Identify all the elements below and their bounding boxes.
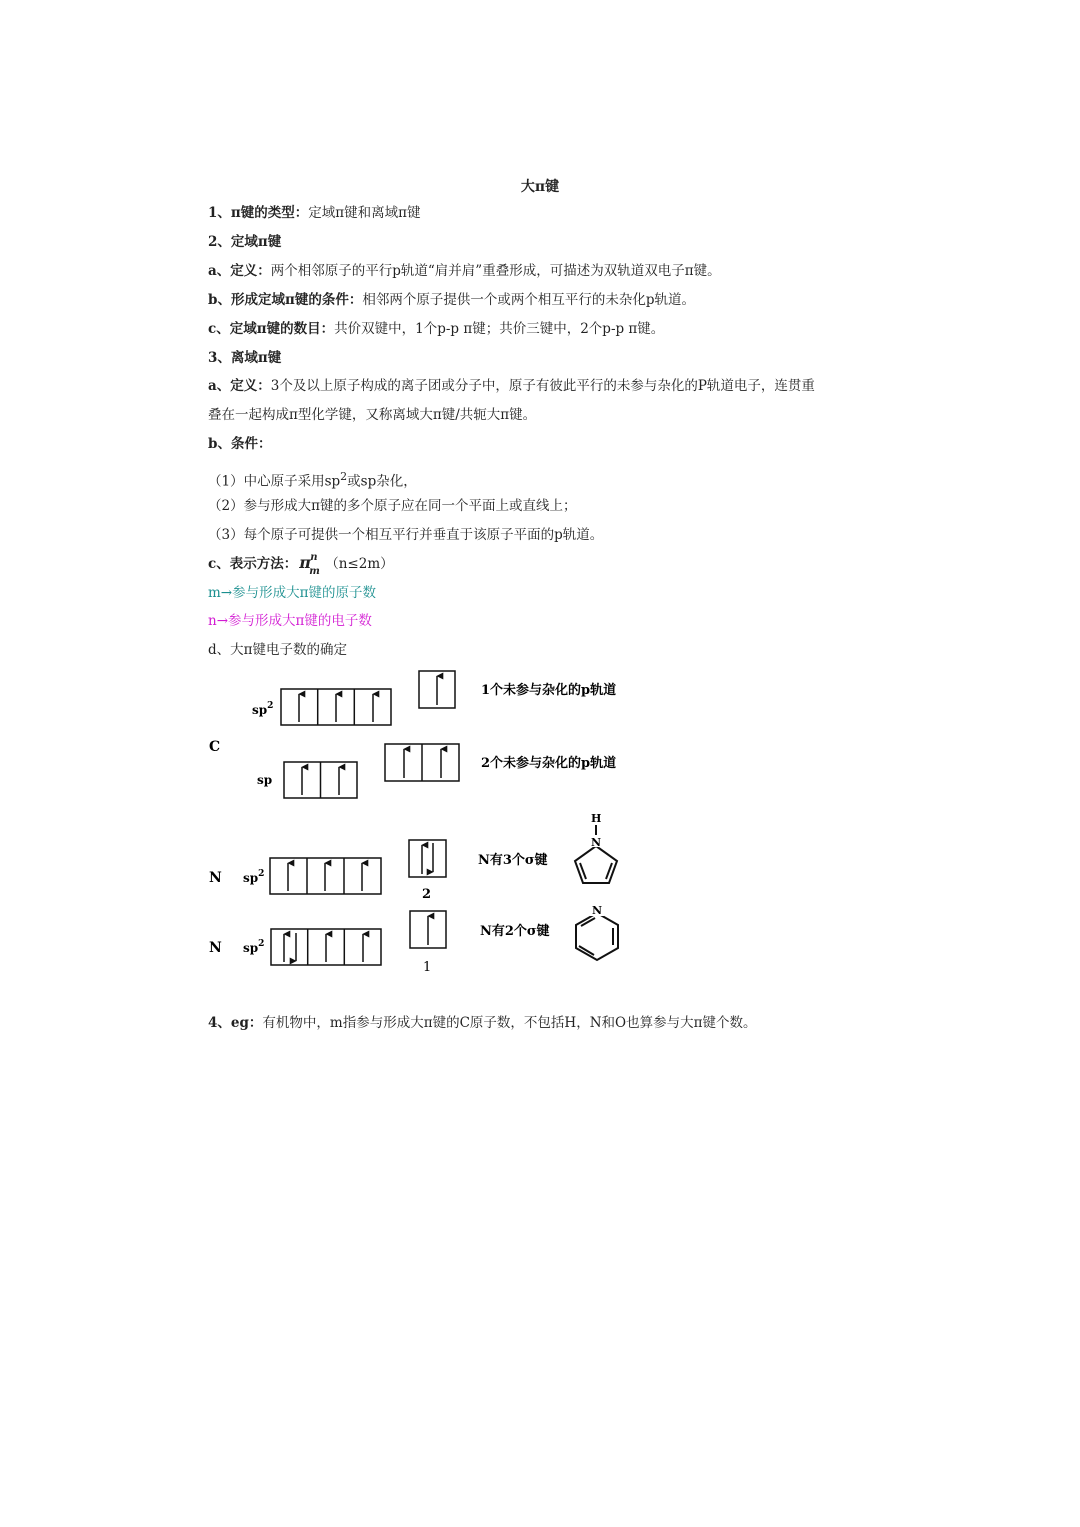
pyrrole-structure <box>575 825 617 883</box>
pyridine-nitrogen: N <box>592 904 603 917</box>
c-sp-label: sp <box>257 773 273 787</box>
c-two-p-orbital-boxes <box>385 744 459 781</box>
n-two-sigma-bonds: N有2个σ键 <box>480 924 550 939</box>
pi-symbol: π <box>299 553 311 572</box>
section-3a-text-1: 3个及以上原子构成的离子团或分子中，原子有彼此平行的未参与杂化的P轨道电子，连贯重 <box>270 378 815 394</box>
section-2b-text: 相邻两个原子提供一个或两个相互平行的未杂化p轨道。 <box>362 292 695 308</box>
section-4-text: 有机物中，m指参与形成大π键的C原子数，不包括H，N和O也算参与大π键个数。 <box>262 1015 757 1031</box>
section-2a-label: a、定义： <box>208 263 271 279</box>
n-note: n→参与形成大π键的电子数 <box>208 613 372 629</box>
section-3c-label: c、表示方法： <box>208 556 298 572</box>
section-3d: d、大π键电子数的确定 <box>208 642 348 658</box>
section-2c-text: 共价双键中，1个p-p π键；共价三键中，2个p-p π键。 <box>334 321 665 337</box>
pi-superscript: n <box>310 552 318 563</box>
pyridine-structure <box>576 913 618 960</box>
section-2b-label: b、形成定域π键的条件： <box>208 292 363 308</box>
n1-sp2-electron-arrows <box>288 863 362 891</box>
c-unhybridized-p-box <box>419 671 455 708</box>
m-note: m→参与形成大π键的原子数 <box>208 585 376 601</box>
nitrogen-label-2: N <box>209 940 222 956</box>
section-2-heading: 2、定域π键 <box>208 234 282 250</box>
section-2a-text: 两个相邻原子的平行p轨道“肩并肩”重叠形成，可描述为双轨道双电子π键。 <box>270 263 721 279</box>
n-three-sigma-bonds: N有3个σ键 <box>478 853 548 868</box>
n2-single-p-box <box>410 911 446 948</box>
carbon-label: C <box>209 739 221 755</box>
section-2c-label: c、定域π键的数目： <box>208 321 335 337</box>
section-3a-label: a、定义： <box>208 378 271 394</box>
page-title: 大π键 <box>520 179 560 195</box>
c-sp2-label: $sp^2$ <box>252 701 274 717</box>
n1-lone-pair-p-box <box>409 840 446 877</box>
condition-1-sup: 2 <box>340 470 348 483</box>
section-1-text: 定域π键和离域π键 <box>308 205 421 221</box>
desc-two-p-orbitals: 2个未参与杂化的p轨道 <box>481 756 617 771</box>
n1-sp2-label: $sp^2$ <box>243 869 265 885</box>
n2-electron-count: 1 <box>423 960 432 975</box>
pi-subscript: m <box>309 566 320 577</box>
condition-3: （3）每个原子可提供一个相互平行并垂直于该原子平面的p轨道。 <box>208 527 604 543</box>
condition-1-pre: （1）中心原子采用sp <box>208 473 341 490</box>
condition-2: （2）参与形成大π键的多个原子应在同一个平面上或直线上； <box>208 498 577 514</box>
n1-electron-count: 2 <box>422 887 432 902</box>
pi-condition: （n≤2m） <box>325 556 394 572</box>
pyrrole-nitrogen: N <box>591 836 602 849</box>
section-1-label: 1、π键的类型： <box>208 205 309 221</box>
n2-sp2-label: $sp^2$ <box>243 939 265 955</box>
n2-sp2-electron-arrows <box>284 933 363 962</box>
c-sp-orbital-boxes <box>284 762 357 798</box>
section-4 <box>208 1014 756 1032</box>
section-4-label: 4、eg： <box>208 1015 263 1031</box>
desc-one-p-orbital: 1个未参与杂化的p轨道 <box>481 683 617 698</box>
c-sp2-electron-arrows <box>299 694 373 722</box>
section-3b-label: b、条件： <box>208 436 272 452</box>
section-3a-text-2: 叠在一起构成π型化学键，又称离域大π键/共轭大π键。 <box>208 407 537 423</box>
section-3-heading: 3、离域π键 <box>208 350 282 366</box>
pyrrole-hydrogen: H <box>591 812 602 825</box>
condition-1-post: 或sp杂化， <box>347 473 417 490</box>
nitrogen-label-1: N <box>209 870 222 886</box>
